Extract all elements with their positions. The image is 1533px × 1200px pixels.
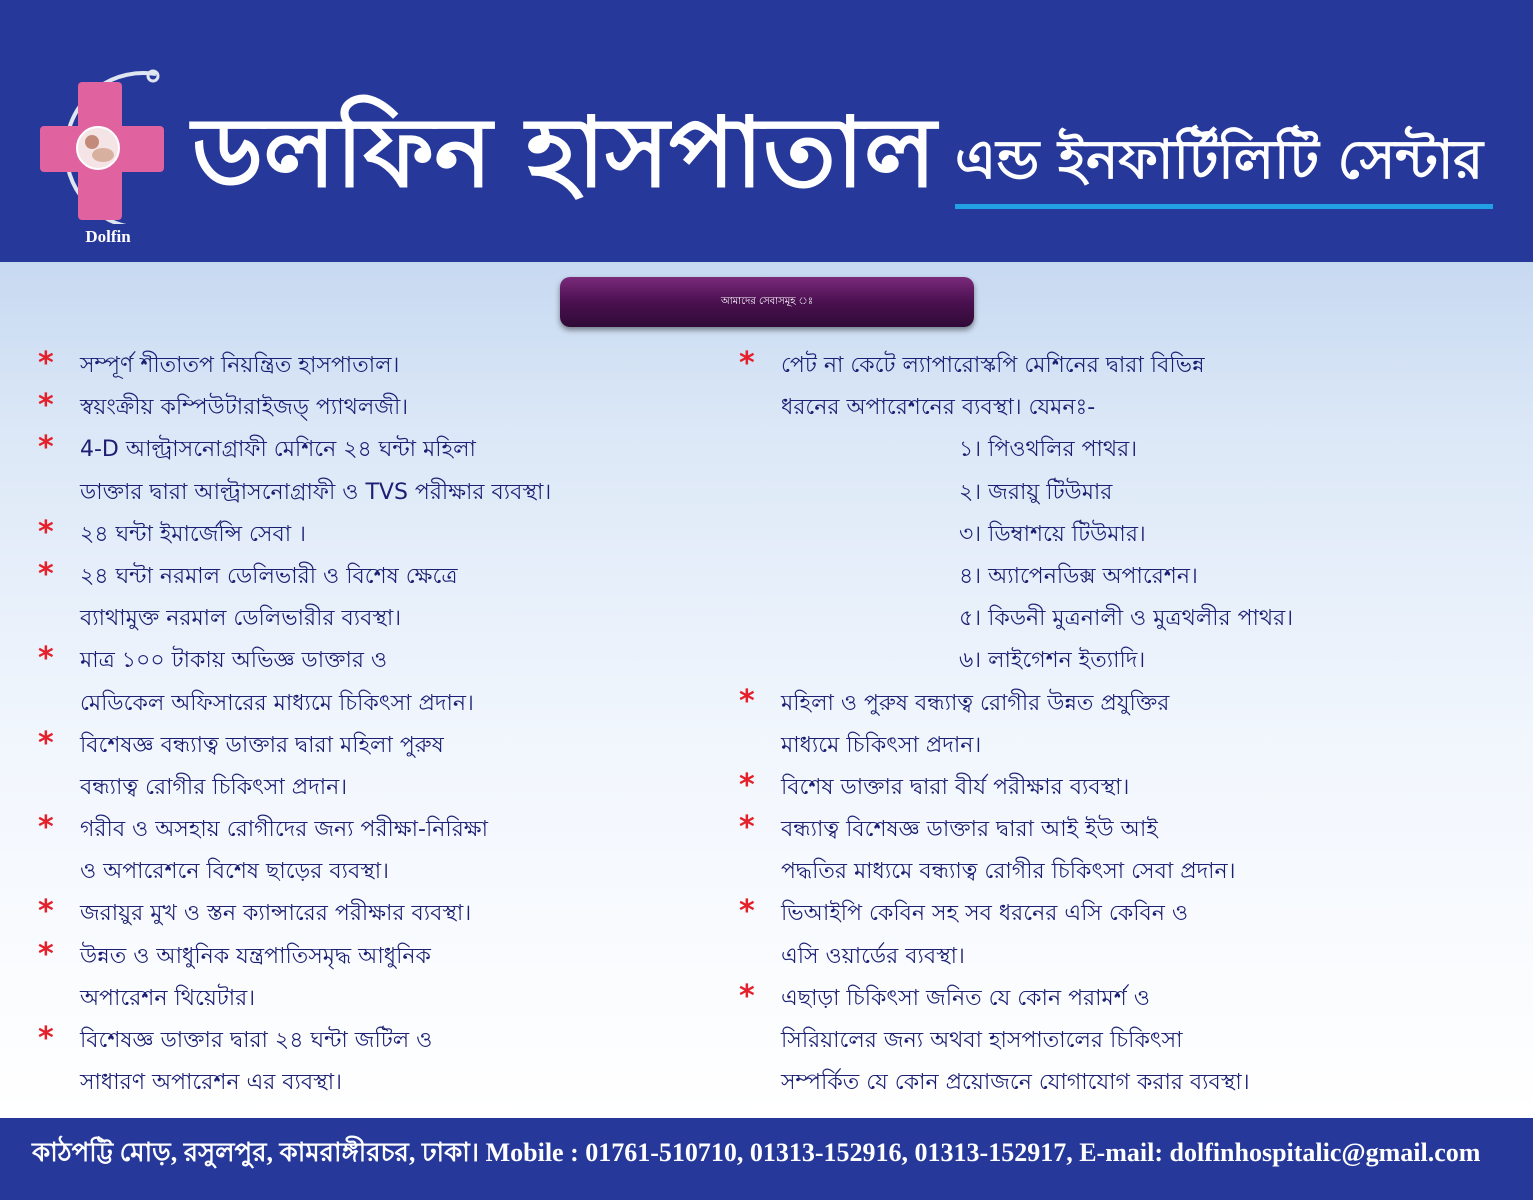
service-line <box>735 683 1515 725</box>
bullet-star-icon: * <box>38 641 54 677</box>
services-list-right <box>735 345 1515 1104</box>
service-text: ভিআইপি কেবিন সহ সব ধরনের এসি কেবিন ও <box>781 901 1189 927</box>
service-line <box>735 640 1515 682</box>
service-line <box>735 345 1515 387</box>
service-text: পেট না কেটে ল্যাপারোস্কপি মেশিনের দ্বারা বিভিন্ন <box>781 353 1205 378</box>
service-text: সাধারণ অপারেশন এর ব্যবস্থা। <box>80 1070 342 1096</box>
service-text: বন্ধ্যাত্ব বিশেষজ্ঞ ডাক্তার দ্বারা আই ইউ আই <box>781 817 1158 843</box>
service-text: বিশেষজ্ঞ ডাক্তার দ্বারা ২৪ ঘন্টা জটিল ও <box>80 1028 433 1053</box>
hospital-logo <box>36 62 186 252</box>
service-text: উন্নত ও আধুনিক যন্ত্রপাতিসমৃদ্ধ আধুনিক <box>80 943 431 969</box>
service-line <box>735 851 1515 893</box>
bullet-star-icon: * <box>739 683 755 719</box>
service-text: সিরিয়ালের জন্য অথবা হাসপাতালের চিকিৎসা <box>781 1028 1183 1053</box>
service-line <box>34 1020 724 1062</box>
service-text: বন্ধ্যাত্ব রোগীর চিকিৎসা প্রদান। <box>80 774 348 800</box>
services-list-left <box>34 345 724 1104</box>
service-line <box>735 767 1515 809</box>
service-text: ২৪ ঘন্টা ইমার্জেন্সি সেবা । <box>80 521 306 547</box>
hospital-name-title: ডলফিন হাসপাতাল <box>192 96 937 209</box>
service-text: মাধ্যমে চিকিৎসা প্রদান। <box>781 732 982 758</box>
bullet-star-icon: * <box>739 767 755 803</box>
bullet-star-icon: * <box>38 514 54 550</box>
service-text: সম্পর্কিত যে কোন প্রয়োজনে যোগাযোগ করার ব্যবস্থা। <box>781 1070 1250 1096</box>
bullet-star-icon: * <box>38 1021 54 1056</box>
service-text: ২। জরায়ু টিউমার <box>959 479 1113 505</box>
bullet-star-icon: * <box>38 936 54 972</box>
service-text: বিশেষ ডাক্তার দ্বারা বীর্য পরীক্ষার ব্যবস্থা। <box>781 774 1130 800</box>
bullet-star-icon: * <box>38 388 54 424</box>
service-line <box>34 767 724 809</box>
service-line <box>735 978 1515 1020</box>
service-text: এসি ওয়ার্ডের ব্যবস্থা। <box>781 943 965 969</box>
service-text: ব্যাথামুক্ত নরমাল ডেলিভারীর ব্যবস্থা। <box>80 606 402 632</box>
service-text: মাত্র ১০০ টাকায় অভিজ্ঞ ডাক্তার ও <box>80 648 388 674</box>
services-heading: আমাদের সেবাসমূহ ঃ <box>560 277 974 327</box>
service-text: সম্পূর্ণ শীতাতপ নিয়ন্ত্রিত হাসপাতাল। <box>80 353 400 378</box>
service-text: বিশেষজ্ঞ বন্ধ্যাত্ব ডাক্তার দ্বারা মহিলা পুরুষ <box>80 732 444 758</box>
service-line <box>735 725 1515 767</box>
service-text: অপারেশন থিয়েটার। <box>80 985 256 1011</box>
service-line <box>735 472 1515 514</box>
service-line <box>34 978 724 1020</box>
service-text: মেডিকেল অফিসারের মাধ্যমে চিকিৎসা প্রদান। <box>80 690 474 716</box>
service-text: পদ্ধতির মাধ্যমে বন্ধ্যাত্ব রোগীর চিকিৎসা সেবা প্রদান। <box>781 859 1236 885</box>
logo-text: Dolfin <box>85 227 131 246</box>
bullet-star-icon: * <box>739 894 755 930</box>
bullet-star-icon: * <box>739 978 755 1014</box>
bullet-star-icon: * <box>38 810 54 846</box>
bullet-star-icon: * <box>739 810 755 846</box>
service-text: স্বয়ংক্রীয় কম্পিউটারাইজড্ প্যাথলজী। <box>80 395 409 421</box>
service-line <box>34 345 724 387</box>
service-line <box>34 429 724 471</box>
subtitle-underline <box>955 204 1493 209</box>
service-line <box>735 429 1515 471</box>
service-line <box>34 514 724 556</box>
service-line <box>34 936 724 978</box>
service-text: 4-D আল্ট্রাসনোগ্রাফী মেশিনে ২৪ ঘন্টা মহিলা <box>80 437 476 463</box>
service-line <box>735 893 1515 935</box>
service-line <box>735 514 1515 556</box>
service-line <box>34 725 724 767</box>
service-text: জরায়ুর মুখ ও স্তন ক্যান্সারের পরীক্ষার ব্যবস্থা। <box>80 901 472 927</box>
service-line <box>34 1062 724 1104</box>
service-text: ২৪ ঘন্টা নরমাল ডেলিভারী ও বিশেষ ক্ষেত্রে <box>80 563 458 589</box>
footer-contact: কাঠপট্টি মোড়, রসুলপুর, কামরাঙ্গীরচর, ঢাকা। Mobile : 01761-510710, 01313-152916, 01313-152917, E-mail: dolfinhospitalic@gmail.com <box>32 1138 1481 1167</box>
service-line <box>34 893 724 935</box>
service-text: ধরনের অপারেশনের ব্যবস্থা। যেমনঃ- <box>781 395 1096 421</box>
service-line <box>735 556 1515 598</box>
service-line <box>735 1062 1515 1104</box>
service-line <box>34 598 724 640</box>
bullet-star-icon: * <box>739 346 755 381</box>
service-text: ৪। অ্যাপেনডিক্স অপারেশন। <box>959 563 1198 589</box>
bullet-star-icon: * <box>38 556 54 592</box>
service-text: ৫। কিডনী মুত্রনালী ও মুত্রথলীর পাথর। <box>959 606 1294 632</box>
service-text: ৬। লাইগেশন ইত্যাদি। <box>959 648 1146 674</box>
bullet-star-icon: * <box>38 346 54 381</box>
bullet-star-icon: * <box>38 725 54 761</box>
service-line <box>34 809 724 851</box>
bullet-star-icon: * <box>38 430 54 466</box>
service-text: এছাড়া চিকিৎসা জনিত যে কোন পরামর্শ ও <box>781 985 1150 1011</box>
service-line <box>735 598 1515 640</box>
hospital-subtitle: এন্ড ইনফার্টিলিটি সেন্টার <box>955 128 1484 191</box>
service-line <box>34 683 724 725</box>
bullet-star-icon: * <box>38 894 54 930</box>
service-line <box>34 640 724 682</box>
service-line <box>735 936 1515 978</box>
service-text: ৩। ডিম্বাশয়ে টিউমার। <box>959 521 1146 547</box>
service-line <box>34 851 724 893</box>
service-text: ও অপারেশনে বিশেষ ছাড়ের ব্যবস্থা। <box>80 859 390 885</box>
service-line <box>735 387 1515 429</box>
service-text: ডাক্তার দ্বারা আল্ট্রাসনোগ্রাফী ও TVS পরীক্ষার ব্যবস্থা। <box>80 479 552 505</box>
service-line <box>735 1020 1515 1062</box>
service-line <box>34 472 724 514</box>
service-line <box>34 387 724 429</box>
service-line <box>34 556 724 598</box>
service-text: গরীব ও অসহায় রোগীদের জন্য পরীক্ষা-নিরিক্ষা <box>80 817 489 843</box>
service-text: মহিলা ও পুরুষ বন্ধ্যাত্ব রোগীর উন্নত প্রযুক্তির <box>781 690 1170 716</box>
service-text: ১। পিওথলির পাথর। <box>959 437 1138 463</box>
service-line <box>735 809 1515 851</box>
